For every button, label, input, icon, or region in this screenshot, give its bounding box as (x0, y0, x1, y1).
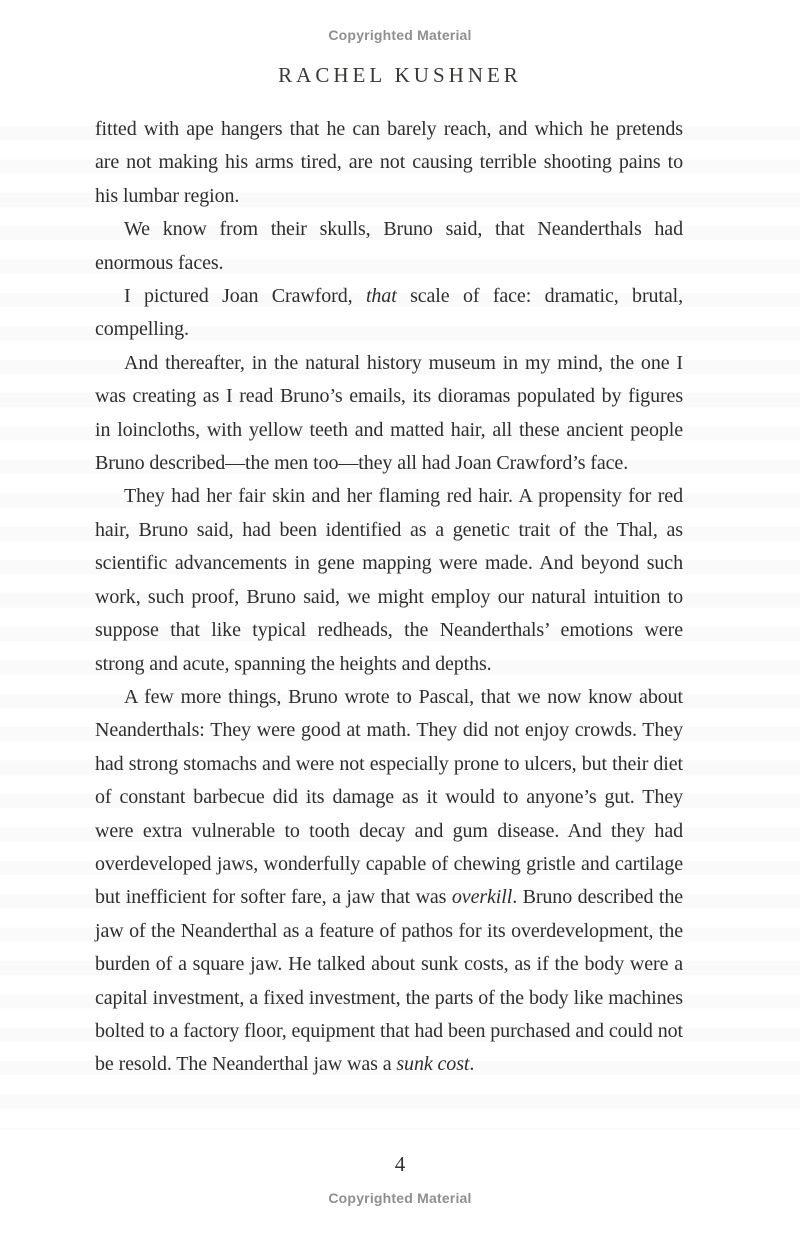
text-run: . Bruno described the jaw of the Neanderthal as a feature of pathos for its overdevelopment, the burden of a square jaw. He talked about sunk costs, as if the body were a capital investment, a fixed investment, the parts of the body like machines bolted to a factory floor, equipment that had been purchased and could not be resold. The Neanderthal jaw was a (95, 886, 683, 1076)
text-run: . (469, 1053, 475, 1076)
paragraph (95, 213, 683, 280)
author-running-head: RACHEL KUSHNER (278, 63, 522, 87)
paragraph (95, 347, 683, 481)
text-run: I pictured Joan Crawford, (124, 285, 366, 308)
page-number: 4 (394, 1152, 406, 1176)
copyright-notice-bottom: Copyrighted Material (328, 1190, 472, 1206)
paragraph (95, 681, 683, 1082)
paragraph (95, 280, 683, 347)
text-run: A few more things, Bruno wrote to Pascal, that we now know about Neanderthals: They were good at math. They did not enjoy crowds. They had strong stomachs and were not especially prone to ulcers, but their diet of constant barbecue did its damage as it would to anyone’s gut. They were extra vulnerable to tooth decay and gum disease. And they had overdeveloped jaws, wonderfully capable of chewing gristle and cartilage but inefficient for softer fare, a jaw that was (95, 685, 683, 909)
body-text (95, 113, 683, 1082)
italic-text-run: sunk cost (396, 1053, 470, 1076)
text-run: fitted with ape hangers that he can barely reach, and which he pretends are not making his arms tired, are not causing terrible shooting pains to his lumbar region. (95, 118, 683, 207)
italic-text-run: that (365, 285, 397, 308)
text-run: We know from their skulls, Bruno said, that Neanderthals had enormous faces. (95, 218, 683, 274)
paragraph (95, 480, 683, 680)
paragraph (95, 113, 683, 213)
text-run: scale of face: dramatic, brutal, compelling. (95, 285, 683, 341)
copyright-notice-top: Copyrighted Material (328, 27, 472, 43)
italic-text-run: overkill (451, 886, 513, 909)
text-run: And thereafter, in the natural history museum in my mind, the one I was creating as I read Bruno’s emails, its dioramas populated by figures in loincloths, with yellow teeth and matted hair, all these ancient people Bruno described—the men too—they all had Joan Crawford’s face. (95, 351, 683, 475)
text-run: They had her fair skin and her flaming red hair. A propensity for red hair, Bruno said, had been identified as a genetic trait of the Thal, as scientific advancements in gene mapping were made. And beyond such work, such proof, Bruno said, we might employ our natural intuition to suppose that like typical redheads, the Neanderthals’ emotions were strong and acute, spanning the heights and depths. (95, 485, 683, 675)
